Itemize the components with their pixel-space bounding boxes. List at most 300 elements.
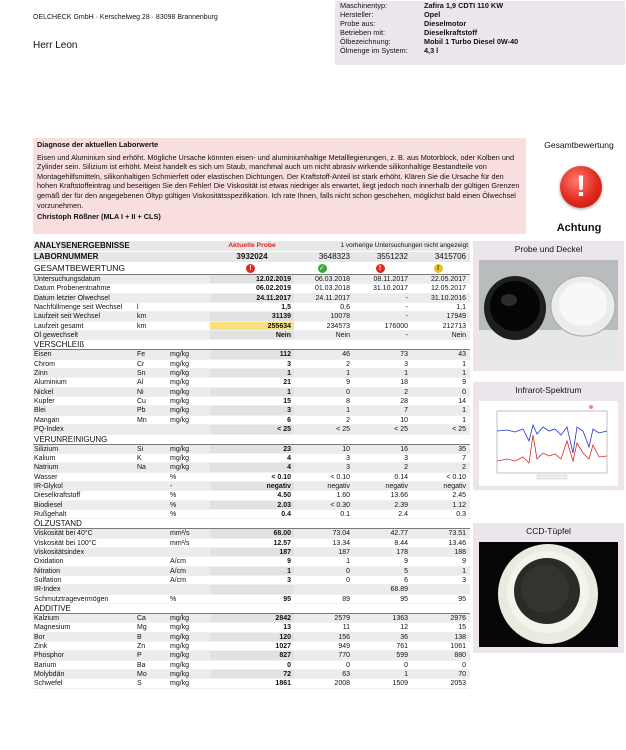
table-row	[33, 425, 470, 434]
table-row	[33, 312, 470, 321]
table-row	[33, 501, 470, 510]
history-value: 2.45	[452, 492, 466, 500]
row-unit: mg/kg	[170, 652, 190, 660]
history-value: 2053	[450, 680, 466, 688]
current-value: 15	[283, 398, 291, 406]
current-value	[210, 585, 294, 593]
history-value: 2	[404, 388, 408, 396]
row-label: Schwefel	[34, 680, 63, 688]
history-value: 0	[462, 661, 466, 669]
row-symbol: Cu	[137, 398, 146, 406]
lab-number: 3932024	[236, 252, 268, 261]
table-row	[33, 510, 470, 519]
table-row	[33, 284, 470, 293]
row-unit	[170, 585, 210, 593]
table-row	[33, 445, 470, 454]
history-value: 138	[454, 633, 466, 641]
current-value: 12.02.2019	[210, 275, 294, 283]
current-value: 112	[210, 350, 294, 358]
row-unit: %	[170, 473, 177, 481]
row-unit	[170, 312, 210, 320]
diagnosis-text: Eisen und Aluminium sind erhöht. Mögliche Ursache könnten eisen- und aluminiumhaltige Metalllegierungen, z. B. aus Motorblock, oder Kolben und Zylinder sein. Silizium ist erhöht. Meist handelt es sich um Staub, manchmal auch um nicht abrasiv wirkende silikonhaltige Bestandteile von Montagehilfsmitteln, silikonhaltigen Schmierfett oder elastischen Dichtungen. Der Kraftstoff-Anteil ist stark erhöht. Klären Sie die Ursache für den hohen Kraftstoffeintrag und beseitigen Sie den Fehler! Die Viskosität ist etwas niedriger als erwartet, liegt jedoch noch innerhalb der gültigen Grenzen gemäß der für den angegebenen Öltyp gültigen Viskositätsspezifikation. Ich rate Ihnen, falls nicht schon geschehen, möglichst bald einen Ölwechsel vorzunehmen.	[37, 152, 520, 210]
current-value: 31139	[210, 312, 294, 320]
history-value: 15	[458, 624, 466, 632]
current-value: 255634	[210, 322, 294, 330]
row-unit: mg/kg	[170, 388, 190, 396]
table-row	[33, 275, 470, 284]
ccd-spot-panel	[473, 523, 624, 653]
warning-icon: !	[434, 264, 443, 273]
row-unit: mg/kg	[170, 398, 190, 406]
row-symbol: K	[137, 454, 142, 462]
ccd-spot-image	[479, 542, 618, 647]
history-value: 1	[462, 416, 466, 424]
row-label: Laufzeit seit Wechsel	[34, 313, 101, 321]
machine-info-row	[335, 19, 625, 28]
row-symbol	[137, 501, 170, 509]
row-symbol: km	[137, 313, 147, 321]
previous-note: 1 vorherige Untersuchungen nicht angezeigt	[340, 242, 468, 249]
row-unit	[170, 425, 210, 433]
table-row	[33, 585, 470, 594]
overall-rating-label: Gesamtbewertung	[544, 140, 614, 150]
row-symbol: Ca	[137, 615, 146, 622]
row-label: Untersuchungsdatum	[34, 276, 101, 283]
history-value: 13.66	[390, 492, 408, 500]
row-unit	[170, 275, 210, 283]
row-symbol	[137, 294, 170, 302]
diagnosis-title: Diagnose der aktuellen Laborwerte	[37, 140, 159, 149]
section-title: VERUNREINIGUNG	[34, 434, 108, 444]
rating-cell	[210, 262, 294, 274]
history-value: 176000	[384, 322, 408, 330]
history-value: 9	[462, 379, 466, 387]
history-value: 7	[462, 454, 466, 462]
row-label: Datum Probenentnahme	[34, 285, 111, 293]
row-label: Nickel	[34, 388, 54, 396]
current-value: 95	[283, 595, 291, 603]
row-label: Nachfüllmenge seit Wechsel	[34, 304, 123, 312]
current-value: 1,5	[281, 304, 291, 312]
history-value: 73	[400, 351, 408, 359]
row-label: Viskosität bei 40°C	[34, 530, 93, 538]
history-value: 63	[342, 671, 350, 679]
history-value: negativ	[443, 482, 466, 490]
history-value	[410, 585, 468, 593]
current-value: 23	[210, 445, 294, 453]
sender-address: OELCHECK GmbH · Kerschelweg 28 · 83098 Brannenburg	[33, 14, 218, 21]
machine-info-key: Probe aus:	[340, 19, 376, 28]
history-value: 2	[404, 464, 408, 472]
row-unit: mg/kg	[170, 351, 190, 359]
sample-photo	[479, 260, 618, 366]
history-value: 73.04	[332, 530, 350, 538]
history-value: 0,6	[340, 304, 350, 312]
machine-info-value: Zafira 1,9 CDTI 110 KW	[424, 1, 504, 10]
history-value: 8.44	[394, 539, 408, 547]
history-value: -	[405, 332, 408, 340]
current-value: 120	[210, 633, 294, 641]
history-value: -	[405, 313, 408, 321]
history-value: 3	[404, 360, 408, 368]
row-symbol: B	[137, 633, 142, 641]
lab-number-row	[33, 251, 470, 262]
history-value: 0	[346, 388, 350, 396]
history-value: 0	[346, 661, 350, 669]
row-label: Blei	[34, 407, 46, 415]
history-value: negativ	[327, 482, 350, 490]
row-symbol: S	[137, 680, 142, 688]
current-value: 3	[287, 360, 291, 368]
history-value: 01.03.2018	[314, 285, 350, 293]
row-unit	[170, 331, 210, 339]
row-unit: %	[170, 492, 177, 500]
history-value: 28	[400, 398, 408, 406]
table-row	[33, 661, 470, 670]
row-unit: mg/kg	[170, 671, 190, 679]
machine-info-row	[335, 1, 625, 10]
machine-info-key: Ölmenge im System:	[340, 46, 408, 55]
row-symbol	[137, 510, 170, 518]
results-table	[33, 241, 470, 689]
table-row	[33, 369, 470, 378]
history-value: 46	[342, 351, 350, 359]
row-symbol	[137, 539, 170, 547]
history-value: 2	[462, 464, 466, 472]
history-value: 10	[400, 416, 408, 424]
history-value: 1	[462, 370, 466, 378]
row-label: Viskosität bei 100°C	[34, 539, 97, 547]
table-row	[33, 614, 470, 623]
machine-info-box	[335, 1, 625, 65]
history-value: 68.89	[390, 586, 408, 594]
row-symbol	[137, 331, 170, 339]
table-row	[33, 322, 470, 331]
row-symbol	[137, 284, 170, 292]
history-value: 95	[400, 595, 408, 603]
history-value: 599	[396, 652, 408, 660]
row-label: Öl gewechselt	[34, 332, 78, 340]
row-label: Zinn	[34, 370, 48, 378]
row-unit: mg/kg	[170, 416, 190, 424]
row-symbol	[137, 585, 170, 593]
history-value: 7	[404, 407, 408, 415]
row-unit: mg/kg	[170, 360, 190, 368]
machine-info-key: Betrieben mit:	[340, 28, 386, 37]
row-symbol: km	[137, 322, 147, 330]
row-label: PQ-Index	[34, 426, 64, 434]
row-label: Schmutztragevermögen	[34, 595, 109, 603]
history-value: 1	[462, 567, 466, 575]
history-value: 31.10.2016	[430, 294, 466, 302]
machine-info-row	[335, 37, 625, 46]
current-value: 1	[210, 388, 294, 396]
current-value: 24.11.2017	[210, 294, 294, 302]
history-value: -	[405, 294, 408, 302]
sample-photo-image	[479, 260, 618, 366]
row-unit: -	[170, 482, 173, 490]
table-row	[33, 378, 470, 387]
history-value: 3	[462, 576, 466, 584]
history-value: 1,1	[456, 304, 466, 312]
row-label: Eisen	[34, 351, 52, 359]
table-row	[33, 529, 470, 538]
row-symbol: Cr	[137, 360, 145, 368]
row-label: Magnesium	[34, 624, 71, 632]
row-symbol: Mg	[137, 624, 147, 632]
row-symbol	[137, 576, 170, 584]
history-value	[294, 585, 352, 593]
history-value: 73.51	[448, 530, 466, 538]
table-row	[33, 595, 470, 604]
lab-number-label: LABORNUMMER	[34, 252, 99, 261]
history-value: 31.10.2017	[372, 285, 408, 293]
ir-spectrum-title: Infrarot-Spektrum	[515, 385, 582, 395]
history-value: 5	[404, 567, 408, 575]
current-value: 6	[287, 416, 291, 424]
table-row	[33, 388, 470, 397]
history-value: 234573	[326, 322, 350, 330]
history-value: 0.3	[456, 510, 466, 518]
section-title: ADDITIVE	[34, 604, 71, 613]
history-value: 3	[346, 454, 350, 462]
history-value: 95	[458, 595, 466, 603]
current-value: 827	[210, 651, 294, 659]
machine-info-value: Mobil 1 Turbo Diesel 0W-40	[424, 37, 519, 46]
table-row	[33, 473, 470, 482]
history-value: 8	[346, 398, 350, 406]
history-value: 9	[462, 558, 466, 566]
history-value: < 25	[452, 426, 466, 434]
machine-info-row	[335, 10, 625, 19]
row-symbol	[137, 557, 170, 565]
row-symbol	[137, 425, 170, 433]
history-value: 770	[338, 652, 350, 660]
table-row	[33, 397, 470, 406]
machine-info-value: Opel	[424, 10, 441, 19]
row-symbol	[137, 491, 170, 499]
current-value: 4.50	[277, 492, 291, 500]
current-value: 2.03	[210, 501, 294, 509]
row-unit: mg/kg	[170, 680, 190, 688]
row-unit: mm²/s	[170, 530, 190, 538]
history-value: 16	[400, 445, 408, 453]
row-symbol: Mo	[137, 671, 147, 679]
table-row	[33, 331, 470, 340]
history-value: 9	[346, 379, 350, 387]
current-value: negativ	[210, 482, 294, 490]
history-value: 0	[462, 388, 466, 396]
history-value: 3	[346, 464, 350, 472]
row-unit	[170, 294, 210, 302]
history-value: Nein	[451, 332, 466, 340]
history-value: 2	[346, 416, 350, 424]
history-value: 1	[462, 360, 466, 368]
overall-rating-row-label: GESAMTBEWERTUNG	[34, 263, 125, 273]
current-value: 1	[210, 567, 294, 575]
row-symbol	[137, 548, 170, 556]
row-symbol: Zn	[137, 643, 146, 651]
history-value: 1.12	[452, 501, 466, 509]
history-value: Nein	[335, 332, 350, 340]
history-value: 1	[462, 407, 466, 415]
row-label: Nitration	[34, 567, 61, 575]
check-icon: ✓	[319, 265, 325, 273]
machine-info-key: Maschinentyp:	[340, 1, 388, 10]
history-value: 11	[342, 624, 350, 632]
table-row	[33, 350, 470, 359]
machine-info-row	[335, 46, 625, 55]
history-value: 2	[346, 360, 350, 368]
current-value: 3	[287, 576, 291, 584]
row-symbol: Sn	[137, 370, 146, 378]
row-label: Molybdän	[34, 671, 65, 679]
row-symbol	[137, 567, 170, 575]
history-value: 22.05.2017	[430, 276, 466, 283]
row-symbol: Ni	[137, 388, 144, 396]
table-row	[33, 670, 470, 679]
table-row	[33, 633, 470, 642]
row-label: Natrium	[34, 464, 59, 472]
history-value: 12	[400, 624, 408, 632]
row-label: Datum letzter Ölwechsel	[34, 294, 110, 302]
history-value: 1363	[392, 615, 408, 622]
history-value: -	[405, 304, 408, 312]
row-unit: mg/kg	[170, 464, 190, 472]
row-symbol: Fe	[137, 351, 146, 359]
current-value: 0	[287, 661, 291, 669]
table-row	[33, 294, 470, 303]
row-unit: A/cm	[170, 558, 186, 566]
history-value: 2008	[334, 680, 350, 688]
history-value: 3	[404, 454, 408, 462]
history-value: < 0.30	[330, 501, 350, 509]
row-symbol: Si	[137, 445, 144, 453]
current-value: 1027	[275, 643, 291, 651]
table-row	[33, 360, 470, 369]
row-symbol	[137, 595, 170, 603]
section-header	[33, 340, 470, 350]
section-header	[33, 519, 470, 529]
row-unit: A/cm	[170, 567, 186, 575]
history-value: 08.11.2017	[373, 276, 408, 283]
row-label: Laufzeit gesamt	[34, 322, 84, 330]
ccd-spot-graphic	[479, 542, 618, 647]
history-value: 10	[342, 445, 350, 453]
row-unit	[170, 548, 210, 556]
row-label: Mangan	[34, 416, 60, 424]
history-value: 156	[338, 633, 350, 641]
row-unit: mg/kg	[170, 633, 190, 641]
row-unit: A/cm	[170, 576, 186, 584]
history-value: 1	[346, 407, 350, 415]
history-value: 14	[458, 398, 466, 406]
section-title: ÖLZUSTAND	[34, 519, 82, 529]
row-label: IR-Index	[34, 586, 61, 594]
table-header	[33, 241, 470, 251]
row-label: Biodiesel	[34, 501, 63, 509]
history-value: 2.4	[398, 510, 408, 518]
history-value: 761	[396, 643, 408, 651]
history-value: 2976	[450, 615, 466, 622]
machine-info-row	[335, 28, 625, 37]
history-value: 880	[454, 652, 466, 660]
history-value: 12.05.2017	[430, 285, 466, 293]
history-value: 24.11.2017	[315, 294, 350, 302]
row-symbol: Pb	[137, 407, 146, 415]
row-symbol: l	[137, 304, 139, 312]
lab-number: 3648323	[318, 252, 350, 261]
table-row	[33, 416, 470, 425]
history-value: 36	[400, 633, 408, 641]
recipient-name: Herr Leon	[33, 40, 78, 51]
history-value: 35	[458, 445, 466, 453]
history-value: 43	[458, 351, 466, 359]
row-label: Oxidation	[34, 558, 64, 566]
row-label: Zink	[34, 643, 48, 651]
warning-icon: !	[376, 264, 385, 273]
current-value: 4	[210, 463, 294, 471]
current-value: Nein	[210, 331, 294, 339]
row-label: Sulfation	[34, 576, 62, 584]
current-value: 68.00	[210, 529, 294, 537]
history-value: 42.77	[390, 530, 408, 538]
row-unit: mg/kg	[170, 445, 190, 453]
diagnosis-box	[33, 138, 526, 234]
history-value: 178	[396, 548, 408, 556]
rating-cell	[352, 262, 410, 274]
row-label: Viskositätsindex	[34, 548, 85, 556]
row-unit	[170, 284, 210, 292]
history-value: < 0.10	[330, 473, 350, 481]
rating-cell	[294, 262, 352, 274]
table-row	[33, 454, 470, 463]
row-unit	[170, 303, 210, 311]
row-label: Kalium	[34, 454, 56, 462]
history-value: 89	[342, 595, 350, 603]
history-value: 0.1	[340, 510, 350, 518]
row-label: Chrom	[34, 360, 56, 368]
history-value: negativ	[385, 482, 408, 490]
section-header	[33, 435, 470, 445]
current-value: 187	[210, 548, 294, 556]
history-value: 1	[404, 370, 408, 378]
row-label: Silizium	[34, 445, 59, 453]
history-value: 6	[404, 576, 408, 584]
history-value: 0	[346, 576, 350, 584]
row-label: Phosphor	[34, 652, 64, 660]
row-unit: mg/kg	[170, 407, 190, 415]
machine-info-value: Dieselkraftstoff	[424, 28, 478, 37]
row-unit: mg/kg	[170, 379, 190, 387]
overall-status: Achtung	[556, 222, 602, 234]
table-row	[33, 303, 470, 312]
warning-icon: !	[560, 166, 602, 208]
history-value: 1	[404, 671, 408, 679]
table-row	[33, 557, 470, 566]
history-value: 2579	[334, 615, 350, 622]
history-value: < 0.10	[446, 473, 466, 481]
machine-info-key: Ölbezeichnung:	[340, 37, 391, 46]
history-value: 949	[338, 643, 350, 651]
table-row	[33, 567, 470, 576]
current-value: 06.02.2019	[255, 285, 291, 293]
row-label: Bor	[34, 633, 45, 641]
row-label: Wasser	[34, 473, 58, 481]
row-unit: %	[170, 501, 177, 509]
current-value: < 0.10	[271, 473, 291, 481]
lab-number: 3551232	[376, 252, 408, 261]
